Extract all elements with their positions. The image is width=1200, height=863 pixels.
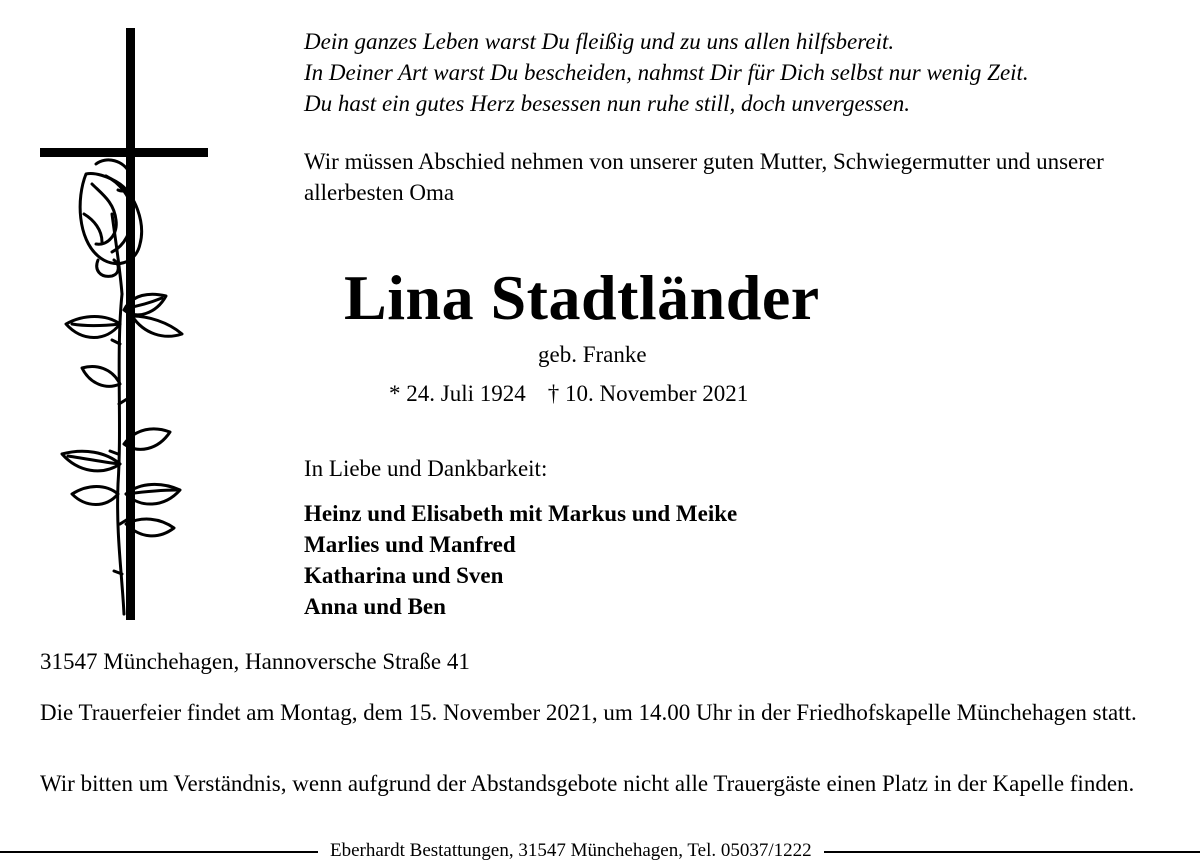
deceased-name: Lina Stadtländer bbox=[344, 262, 820, 333]
mourner-entry: Anna und Ben bbox=[304, 594, 446, 619]
intro-text: Wir müssen Abschied nehmen von unserer guten Mutter, Schwiegermutter und unserer allerbesten Oma bbox=[304, 149, 1104, 205]
birth-date: * 24. Juli 1924 bbox=[389, 381, 526, 406]
poem-line: Dein ganzes Leben warst Du fleißig und zu uns allen hilfsbereit. bbox=[304, 29, 895, 54]
poem bbox=[304, 26, 1184, 119]
mourner-entry: Marlies und Manfred bbox=[304, 532, 516, 557]
poem-line: In Deiner Art warst Du bescheiden, nahmst Dir für Dich selbst nur wenig Zeit. bbox=[304, 60, 1029, 85]
undertaker-footer: Eberhardt Bestattungen, 31547 Münchehagen, Tel. 05037/1222 bbox=[318, 838, 824, 863]
notice-paragraph: Wir bitten um Verständnis, wenn aufgrund der Abstandsgebote nicht alle Trauergäste einen Platz in der Kapelle finden. bbox=[40, 771, 1135, 796]
mourners-list bbox=[304, 498, 737, 622]
mourner-entry: Katharina und Sven bbox=[304, 563, 504, 588]
birth-name: geb. Franke bbox=[538, 342, 647, 367]
cross-rose-emblem bbox=[36, 24, 216, 624]
mourner-entry: Heinz und Elisabeth mit Markus und Meike bbox=[304, 501, 738, 526]
mourners-heading: In Liebe und Dankbarkeit: bbox=[304, 456, 548, 481]
death-date: † 10. November 2021 bbox=[547, 381, 749, 406]
life-dates bbox=[389, 379, 748, 409]
funeral-info: Die Trauerfeier findet am Montag, dem 15. November 2021, um 14.00 Uhr in der Friedhofskapelle Münchehagen statt. bbox=[40, 700, 1137, 725]
family-address: 31547 Münchehagen, Hannoversche Straße 41 bbox=[40, 649, 470, 674]
poem-line: Du hast ein gutes Herz besessen nun ruhe still, doch unvergessen. bbox=[304, 91, 911, 116]
rose-icon bbox=[62, 160, 182, 614]
